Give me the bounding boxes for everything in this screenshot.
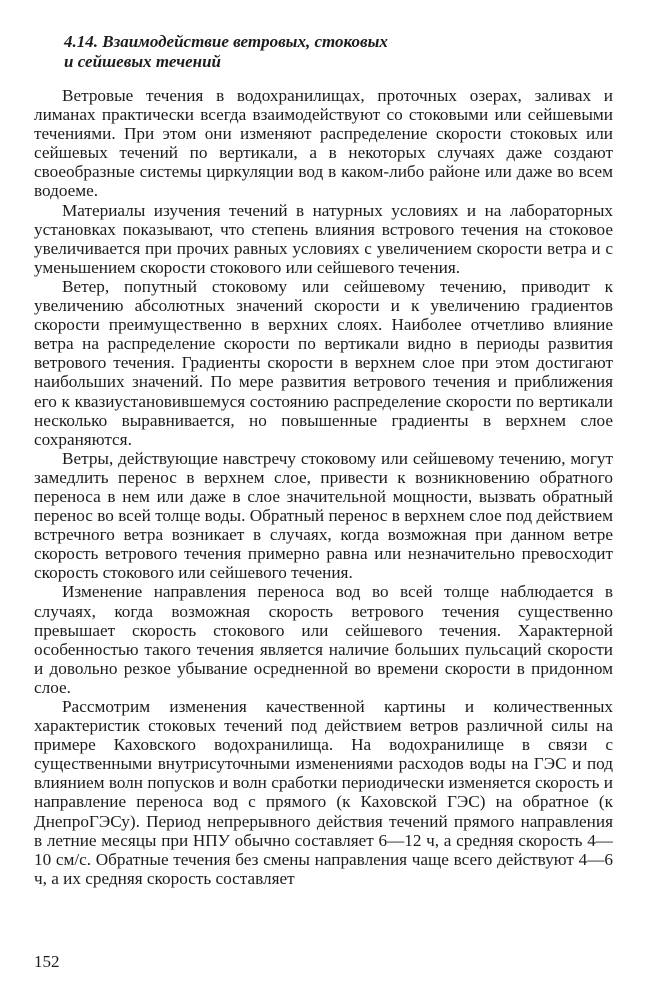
section-heading-line-1	[64, 32, 584, 52]
section-number: 4.14.	[64, 32, 98, 51]
paragraph-1: Ветровые течения в водохранилищах, проточных озерах, заливах и лиманах практически всегда взаимодействуют со стоковыми или сейшевыми течениями. При этом они изменяют распределение скорости стоковых или сейшевых течений по вертикали, а в некоторых случаях даже создают своеобразные системы циркуляции вод в каком-либо районе или даже во всем водоеме.	[34, 86, 613, 201]
paragraph-2: Материалы изучения течений в натурных условиях и на лабораторных установках показывают, что степень влияния встрового течения на стоковое увеличивается при прочих равных условиях с увеличением скорости ветра и с уменьшением скорости стокового или сейшевого течения.	[34, 200, 613, 277]
paragraph-4: Ветры, действующие навстречу стоковому или сейшевому течению, могут замедлить перенос в верхнем слое, привести к возникновению обратного переноса в нем или даже в слое значительной мощности, вызвать обратный перенос во всей толще воды. Обратный перенос в верхнем слое под действием встречного ветра возникает в случаях, когда возможная при данном ветре скорость ветрового течения примерно равна или незначительно превосходит скорость стокового или сейшевого течения.	[34, 448, 613, 583]
section-title-line-2: и сейшевых течений	[64, 52, 222, 71]
paragraph-3: Ветер, попутный стоковому или сейшевому течению, приводит к увеличению абсолютных значений скорости и к увеличению градиентов скорости преимущественно в верхних слоях. Наиболее отчетливо влияние ветра на распределение скорости по вертикали видно в периоды развития ветрового течения. Градиенты скорости в верхнем слое при этом достигают наибольших значений. По мере развития ветрового течения и приближения его к квазиустановившемуся состоянию распределение скорости по вертикали несколько выравнивается, но повышенные градиенты в верхнем слое сохраняются.	[34, 276, 613, 449]
paragraph-5: Изменение направления переноса вод во всей толще наблюдается в случаях, когда возможная скорость ветрового течения существенно превышает скорость стокового или сейшевого течения. Характерной особенностью такого течения является наличие больших пульсаций скорости и довольно резкое убывание осредненной во времени скорости в придонном слое.	[34, 582, 613, 697]
paragraph-6: Рассмотрим изменения качественной картины и количественных характеристик стоковых течений под действием ветров различной силы на примере Каховского водохранилища. На водохранилище в связи с существенными внутрисуточными изменениями расходов воды на ГЭС и под влиянием волн попусков и волн сработки периодически изменяется скорость и направление переноса вод с прямого (к Каховской ГЭС) на обратное (к ДнепроГЭСу). Период непрерывного действия течений прямого направления в летние месяцы при НПУ обычно составляет 6—12 ч, а средняя скорость 4—10 см/с. Обратные течения без смены направления чаще всего действуют 4—6 ч, а их средняя скорость составляет	[34, 697, 613, 888]
body-text	[34, 86, 613, 888]
section-heading	[64, 32, 584, 72]
section-title-line-1: Взаимодействие ветровых, стоковых	[102, 32, 388, 51]
page-number: 152	[34, 952, 60, 971]
